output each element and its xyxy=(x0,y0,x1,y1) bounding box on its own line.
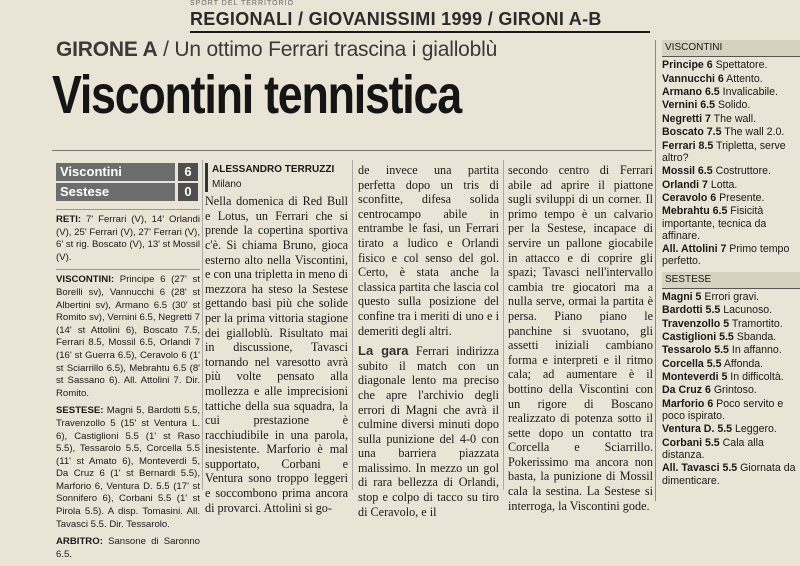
rating-comment: Leggero. xyxy=(732,423,777,436)
article-text: de invece una partita perfetta dopo un tris di sconfitte, difesa solida centrocampo abile in entrambe le fasi, un Ferrari tirato a ludico e Orlandi fisico e col senso del gol. Certo, è stata anche la classica partita che lascia col questo sulla posizione del confine tra i meriti di uno e i demeriti degli altri. xyxy=(358,163,499,338)
kicker-label: GIRONE A xyxy=(56,38,158,61)
rating-player: Orlandi 7 xyxy=(662,178,708,191)
rating-item xyxy=(662,140,800,164)
article-column-1 xyxy=(205,163,348,515)
rating-comment: In difficoltà. xyxy=(727,371,784,384)
rating-item xyxy=(662,113,800,125)
rating-comment: Solido. xyxy=(715,99,751,112)
rating-player: Mebrahtu 6.5 xyxy=(662,205,728,218)
rating-player: Mossil 6.5 xyxy=(662,165,713,178)
rating-player: Bardotti 5.5 xyxy=(662,304,721,317)
goals-label: RETI: xyxy=(56,214,82,225)
referee-label: ARBITRO: xyxy=(56,536,103,548)
rating-player: Monteverdi 5 xyxy=(662,371,728,384)
ratings-header-home: VISCONTINI xyxy=(662,40,800,57)
score-row-away xyxy=(56,183,198,201)
rating-player: Principe 6 xyxy=(662,59,713,72)
rating-player: Vernini 6.5 xyxy=(662,99,715,112)
rating-item xyxy=(662,86,800,98)
rating-comment: Spettatore. xyxy=(712,59,768,72)
rating-player: Corbani 5.5 xyxy=(662,436,720,449)
rating-item xyxy=(662,331,800,343)
article-column-2 xyxy=(358,163,499,519)
rating-player: Castiglioni 5.5 xyxy=(662,330,734,343)
ratings-header-away: SESTESE xyxy=(662,272,800,289)
rating-comment: Fisicità importante, tecnica da affinare. xyxy=(662,205,767,242)
rating-item xyxy=(662,205,800,242)
rating-item xyxy=(662,318,800,330)
rating-player: Ferrari 8.5 xyxy=(662,139,714,152)
rating-player: Corcella 5.5 xyxy=(662,357,722,370)
kicker xyxy=(56,38,497,62)
rating-comment: The wall. xyxy=(710,112,757,125)
divider xyxy=(56,269,200,270)
column-rule xyxy=(655,40,656,501)
rating-comment: Grintoso. xyxy=(710,384,757,397)
column-rule xyxy=(503,160,504,490)
scoreboard xyxy=(56,163,198,203)
rating-player: Marforio 6 xyxy=(662,397,714,410)
rating-comment: Affonda. xyxy=(721,357,764,370)
rating-comment: Lacunoso. xyxy=(720,304,773,317)
away-lineup-text: Magni 5, Bardotti 5.5, Travenzollo 5 (15' st Ventura L. 6), Castiglioni 5.5 (1' st Raso 5.5), Tessarolo 5.5, Corcella 5.5 (11' st Amato 6), Monteverdi 5, Da Cruz 6 (1' st Bernardi 5.5), Marforio 6, Ventura D. 5.5 (17' st Sonnifero 6), Corbani 5.5 (1' st Pirola 5.5). A disp. Tomasini. All. Tavasci 5.5. Dir. Tessarolo. xyxy=(56,405,200,530)
section-title: REGIONALI / GIOVANISSIMI 1999 / GIRONI A-B xyxy=(190,9,650,33)
rating-player: Tessarolo 5.5 xyxy=(662,344,729,357)
rating-item xyxy=(662,99,800,111)
player-ratings xyxy=(662,40,800,488)
team-goals: 0 xyxy=(178,183,198,201)
team-name: Sestese xyxy=(56,183,175,201)
article-paragraph xyxy=(358,344,499,519)
ratings-list-away xyxy=(662,291,800,487)
team-name: Viscontini xyxy=(56,163,175,181)
rating-player: Armano 6.5 xyxy=(662,85,720,98)
rating-comment: Attento. xyxy=(723,72,763,85)
rating-player: Ceravolo 6 xyxy=(662,191,717,204)
rating-comment: Errori gravi. xyxy=(701,290,760,303)
match-sheet xyxy=(56,205,200,566)
team-goals: 6 xyxy=(178,163,198,181)
kicker-text: / Un ottimo Ferrari trascina i gialloblù xyxy=(157,38,498,61)
top-band: SPORT DEL TERRITORIO xyxy=(190,0,295,7)
rating-player: Vannucchi 6 xyxy=(662,72,724,85)
goals-text: 7' Ferrari (V), 14' Orlandi (V), 25' Ferrari (V), 27' Ferrari (V), 6' st rig. Boscato (V), 13' st Mossil (V). xyxy=(56,214,200,263)
byline-bar xyxy=(205,163,208,192)
rating-player: Ventura D. 5.5 xyxy=(662,423,733,436)
home-lineup-label: VISCONTINI: xyxy=(56,274,115,286)
referee xyxy=(56,536,200,561)
rating-item xyxy=(662,384,800,396)
rating-comment: Primo tempo perfetto. xyxy=(662,243,790,268)
home-lineup xyxy=(56,274,200,400)
rating-item xyxy=(662,358,800,370)
headline: Viscontini tennistica xyxy=(52,65,461,125)
home-lineup-text: Principe 6 (27' st Borelli sv), Vannucchi 6 (28' st Albertini sv), Armano 6.5 (30' st Romito sv), Vernini 6.5, Negretti 7 (14' st Attolini 6), Boscato 7.5, Ferrari 8.5, Mossil 6.5, Orlandi 7 (16' st Guerra 6.5), Ceravolo 6 (1' st Sciarrillo 6.5), Mebrahtu 6.5 (8' st Sassano 6). All. Attolini 7. Dir. Romito. xyxy=(56,274,200,399)
byline xyxy=(205,163,348,192)
rating-player: All. Tavasci 5.5 xyxy=(662,462,738,475)
rating-item xyxy=(662,165,800,177)
author-city: Milano xyxy=(212,178,242,190)
rating-comment: Tramortito. xyxy=(729,317,783,330)
away-lineup xyxy=(56,405,200,531)
rating-comment: Presente. xyxy=(716,191,765,204)
rating-player: Magni 5 xyxy=(662,290,702,303)
subhead-label: La gara xyxy=(358,343,409,359)
rating-item xyxy=(662,291,800,303)
rating-comment: Invalicabile. xyxy=(719,85,778,98)
referee-text: Sansone di Saronno 6.5. xyxy=(56,536,200,560)
away-lineup-label: SESTESE: xyxy=(56,405,104,417)
rating-item xyxy=(662,192,800,204)
rating-comment: Lotta. xyxy=(707,178,738,191)
rating-player: Da Cruz 6 xyxy=(662,384,711,397)
rating-item xyxy=(662,243,800,267)
rating-item xyxy=(662,462,800,486)
rating-comment: Poco servito e poco ispirato. xyxy=(662,397,784,423)
rating-comment: Sbanda. xyxy=(733,330,777,343)
rating-item xyxy=(662,344,800,356)
divider xyxy=(52,150,652,151)
rating-item xyxy=(662,437,800,461)
article-text: Ferrari indirizza subito il match con un diagonale lento ma preciso che apre l'archivio degli errori di Magni che avrà il culmine diversi minuti dopo sulla punizione del 4-0 con una barriera piazzata malissimo. In mezzo un gol di rara bellezza di Orlandi, stop e colpo di tacco su tiro di Ceravolo, e il xyxy=(358,344,499,519)
divider xyxy=(56,209,200,210)
rating-item xyxy=(662,371,800,383)
article-column-3 xyxy=(508,163,653,513)
column-rule xyxy=(352,160,353,490)
goals-list xyxy=(56,214,200,264)
rating-comment: Costruttore. xyxy=(712,165,771,178)
rating-comment: Tripletta, serve altro? xyxy=(662,139,786,164)
rating-comment: In affanno. xyxy=(728,344,782,357)
article-text: Nella domenica di Red Bull e Lotus, un Ferrari che si prende la copertina sportiva c'è. Si chiama Bruno, gioca esterno alto nella Viscontini, e con una tripletta in meno di mezzora ha steso la Sestese gettando basi più che solide per la prima vittoria stagione dei gialloblù. Risultato mai in discussione, Tavasci tornando nel varesotto avrà più volte pensato alla mollezza e alle imprecisioni tattiche della sua squadra, la cui prestazione è racchiudibile in una parola, inesistente. Marforio è mal supportato, Corbani e Ventura sono troppo leggeri e soccombono prima ancora di provarci. Attolini si go- xyxy=(205,194,348,515)
rating-item xyxy=(662,59,800,71)
score-row-home xyxy=(56,163,198,181)
column-rule xyxy=(202,160,203,490)
rating-comment: Giornata da dimenticare. xyxy=(662,462,796,487)
rating-player: All. Attolini 7 xyxy=(662,243,727,256)
subhead xyxy=(358,343,409,358)
rating-item xyxy=(662,179,800,191)
rating-item xyxy=(662,423,800,435)
rating-item xyxy=(662,398,800,422)
rating-comment: The wall 2.0. xyxy=(721,126,785,139)
author-name: ALESSANDRO TERRUZZI xyxy=(212,164,335,175)
rating-player: Travenzollo 5 xyxy=(662,317,730,330)
rating-comment: Cala alla distanza. xyxy=(662,436,764,462)
rating-item xyxy=(662,73,800,85)
article-text: secondo centro di Ferrari abile ad aprire il piattone sugli sviluppi di un corner. Il primo tempo è un calvario per la Sestese, incapace di servire un pallone giocabile in attacco e di coprire gli spazi; Tavasci nell'intervallo cambia tre giocatori ma a nulla serve, ormai la partita è persa. Piano piano le panchine si svuotano, gli assetti iniziali cambiano forma e interpreti e il ritmo cala; ad aumentare è il bottino della Viscontini con un rigore di Boscano realizzato di potenza sotto il sette dopo un contatto tra Corcella e Sciarrillo. Pokerissimo ma ancora non basta, la punizione di Mossil cala la sestina. La Sestese si interroga, la Viscontini gode. xyxy=(508,163,653,513)
rating-player: Negretti 7 xyxy=(662,112,711,125)
ratings-list-home xyxy=(662,59,800,267)
rating-item xyxy=(662,304,800,316)
rating-player: Boscato 7.5 xyxy=(662,126,722,139)
rating-item xyxy=(662,126,800,138)
